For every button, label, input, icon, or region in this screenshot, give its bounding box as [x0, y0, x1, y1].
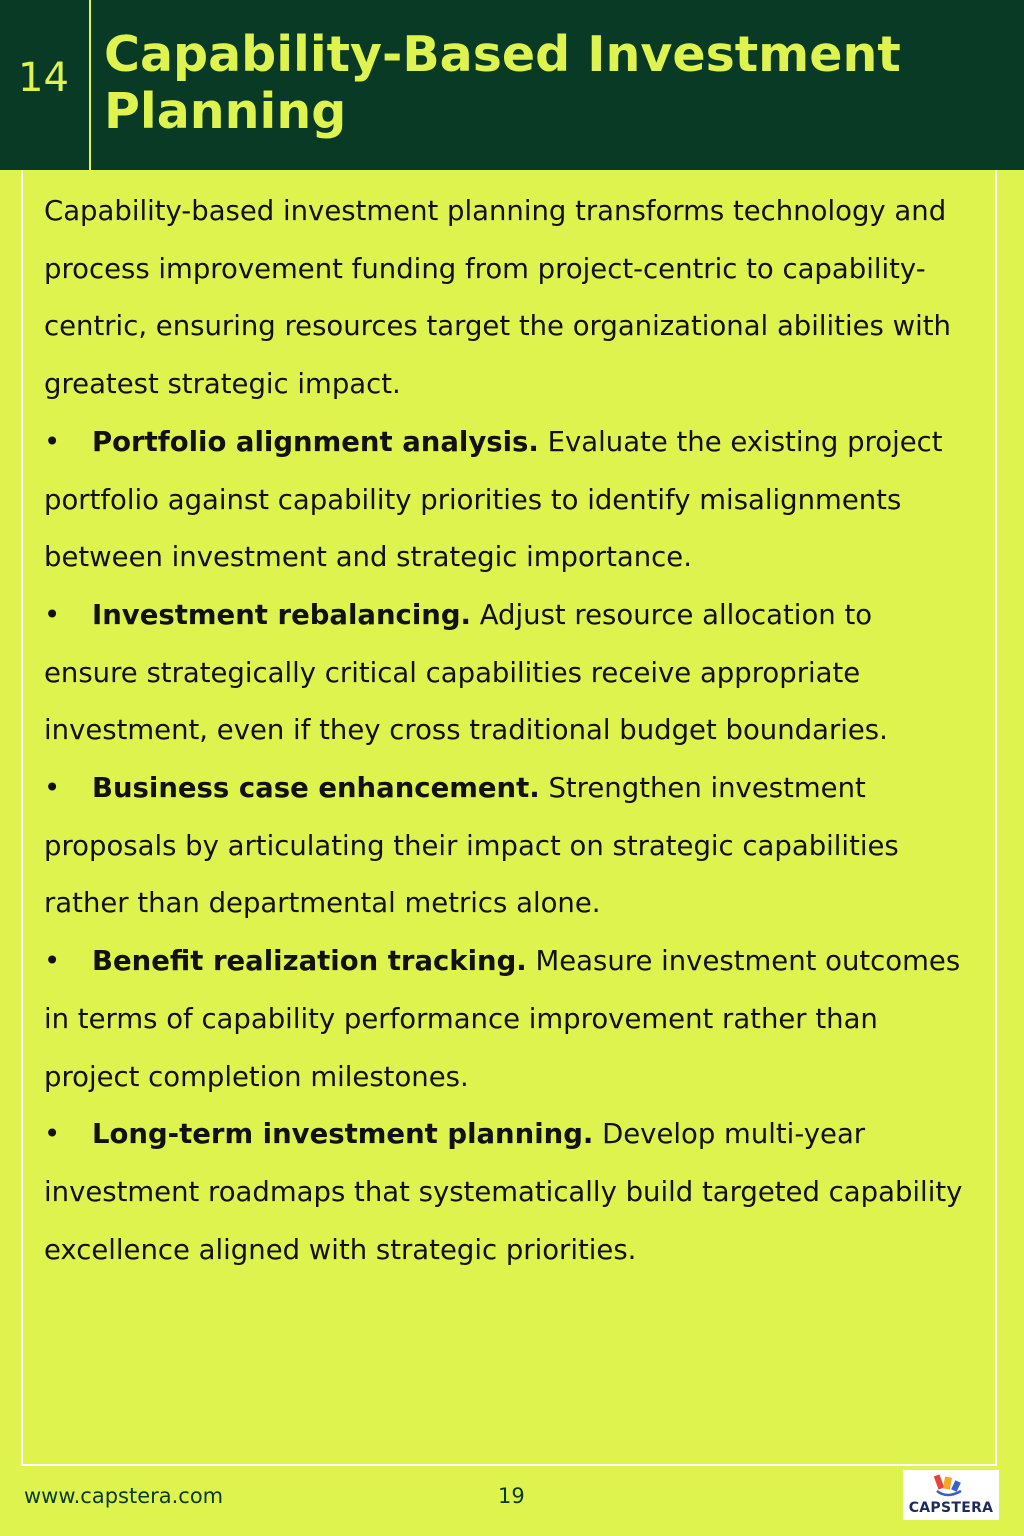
bullet-label: Benefit realization tracking. — [92, 945, 527, 978]
list-item — [44, 933, 974, 1106]
bullet-icon: • — [44, 945, 61, 978]
footer-website-link[interactable]: www.capstera.com — [24, 1484, 224, 1508]
bullet-icon: • — [44, 1118, 61, 1151]
bullet-text: Evaluate the existing project portfolio against capability priorities to identify misalignments between investment and strategic importance. — [44, 425, 943, 574]
bullet-label: Investment rebalancing. — [92, 598, 471, 631]
logo-mark-icon — [933, 1473, 969, 1499]
bullet-icon: • — [44, 772, 61, 805]
bullet-icon: • — [44, 425, 61, 458]
bullet-label: Long-term investment planning. — [92, 1118, 594, 1151]
bullet-text: Adjust resource allocation to ensure strategically critical capabilities receive appropriate investment, even if they cross traditional budget boundaries. — [44, 598, 888, 747]
bullet-label: Portfolio alignment analysis. — [92, 425, 539, 458]
list-item — [44, 414, 974, 587]
bullet-label: Business case enhancement. — [92, 772, 540, 805]
capstera-logo — [903, 1470, 999, 1520]
list-item — [44, 760, 974, 933]
page-title: Capability-Based Investment Planning — [104, 26, 901, 140]
bullet-text: Strengthen investment proposals by articulating their impact on strategic capabilities rather than departmental metrics alone. — [44, 772, 899, 920]
list-item — [44, 587, 974, 760]
logo-text: CAPSTERA — [908, 1500, 994, 1516]
section-number: 14 — [18, 55, 69, 101]
content-body — [44, 183, 974, 1279]
bullet-text: Measure investment outcomes in terms of capability performance improvement rather than project completion milestones. — [44, 945, 961, 1093]
header-divider — [89, 0, 91, 170]
bullet-text: Develop multi-year investment roadmaps that systematically build targeted capability excellence aligned with strategic priorities. — [44, 1118, 963, 1266]
bullet-icon: • — [44, 598, 61, 631]
page-number: 19 — [498, 1484, 525, 1508]
page-header — [0, 0, 1024, 170]
list-item — [44, 1106, 974, 1279]
intro-paragraph: Capability-based investment planning transforms technology and process improvement funding from project-centric to capability-centric, ensuring resources target the organizational abilities with greatest strategic impact. — [44, 195, 951, 401]
